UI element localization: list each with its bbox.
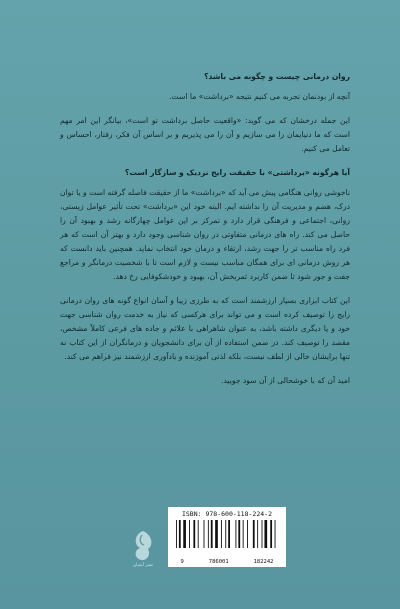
body-paragraph: ناخوشی روانی هنگامی پیش می آید که «برداشت» ما از حقیقت فاصله گرفته است و یا توان درک، هضم و مدیریت آن را نداشته ایم. البته خود این «برداشت» تحت تأثیر عوامل زیستی، روانی، اجتماعی و فرهنگی قرار دارد و تمرکز بر این عوامل چهارگانه رشد و بهبود آن را حاصل می کند. راه های درمانی متفاوتی در روان شناسی وجود دارد و بهتر آن است که هر فرد راه مناسب تر را جهت رشد، ارتقاء و درمان خود انتخاب نماید. همچنین باید دانست که هر روش درمانی ای برای همگان مناسب نیست و لازم است تا با شخصیت درمانگر و مراجع جفت و جور شود تا ضمن کاربرد ثمربخش آن، بهبود و خودشکوفایی رخ دهد. [60, 188, 350, 281]
body-paragraph: امید آن که با خوشحالی از آن سود جویید. [221, 376, 350, 385]
barcode-bar [215, 520, 218, 548]
barcode-bar [204, 520, 205, 548]
barcode-bar [221, 520, 222, 548]
body-paragraph: این کتاب ابزاری بسیار ارزشمند است که به طرزی زیبا و آسان انواع گونه های روان درمانی رایج را توصیف کرده است و می تواند برای هرکسی که نیاز به خدمت روان شناسی جهت خود و یا دیگری داشته باشد، به عنوان شاهراهی با علائم و جاده های فرعی کاملاً مشخص، مقصد را توصیف کند. در ضمن استفاده از آن برای دانشجویان و درمانگران از این کتاب نه تنها برایشان خالی از لطف نیست، بلکه لذتی آموزنده و یادآوری ارزشمند نیز فراهم می کند. [60, 296, 350, 361]
barcode-bar [179, 520, 181, 548]
barcode-digits [168, 559, 286, 565]
question-heading: روان درمانی چیست و چگونه می باشد؟ [204, 72, 350, 81]
cover-text-block [60, 70, 350, 398]
barcode-bar [257, 520, 258, 548]
barcode-bar [228, 520, 230, 548]
barcode-bar [262, 520, 263, 548]
question-heading: آیا هرگونه «برداشتی» با حقیقت رایج نزدیک و سازگار است؟ [124, 168, 350, 177]
barcode-bar [193, 520, 195, 548]
barcode-bar [238, 520, 240, 548]
barcode-bar [176, 520, 177, 548]
barcode-bar [183, 520, 186, 548]
barcode-digit-group: 9 [180, 559, 184, 565]
barcode-bar [270, 520, 272, 548]
barcode-digit-group: 786001 [208, 559, 229, 565]
barcode-bar [225, 520, 226, 548]
barcode-bar [264, 520, 267, 548]
body-paragraph: این جمله درخشان که می گوید: «واقعیت حاصل برداشت تو است»، بیانگر این امر مهم است که ما دنیایمان را می سازیم و آن را می پذیریم و بر اساس آن فکر، رفتار، احساس و تعامل می کنیم. [60, 116, 350, 153]
barcode-digit-group: 182242 [253, 559, 274, 565]
barcode-image [176, 520, 278, 556]
body-paragraph: آنچه از بودنمان تجربه می کنیم نتیجه «برداشت» ما است. [169, 92, 350, 101]
barcode-bar [208, 520, 209, 548]
barcode-bar [198, 520, 199, 548]
publisher-logo-caption: نشر آشیان [132, 563, 154, 567]
barcode-bar [235, 520, 236, 548]
barcode-bar [247, 520, 248, 548]
barcode-bar [211, 520, 213, 548]
publisher-logo-icon [128, 527, 158, 567]
barcode-bar [243, 520, 244, 548]
barcode-bar [275, 520, 276, 548]
isbn-label: ISBN: 978-600-118-224-2 [181, 510, 272, 518]
barcode-bar [253, 520, 255, 548]
barcode-bar [189, 520, 190, 548]
barcode-panel [168, 507, 286, 567]
